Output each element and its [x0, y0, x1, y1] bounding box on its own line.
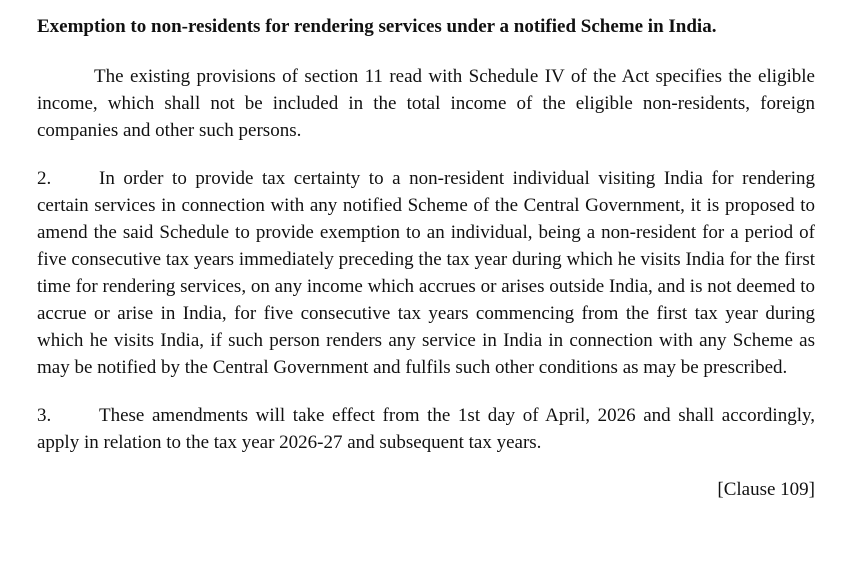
paragraph-3: [37, 402, 815, 456]
section-heading: Exemption to non-residents for rendering services under a notified Scheme in India.: [37, 16, 717, 37]
paragraph-2: [37, 165, 815, 381]
paragraph-3-number: 3.: [37, 405, 52, 426]
intro-paragraph: The existing provisions of section 11 read with Schedule IV of the Act specifies the eligible income, which shall not be included in the total income of the eligible non-residents, foreign companies and other such persons.: [37, 66, 815, 141]
document-page: [37, 14, 815, 503]
paragraph-3-text: These amendments will take effect from the 1st day of April, 2026 and shall accordingly, apply in relation to the tax year 2026-27 and subsequent tax years.: [37, 405, 815, 453]
paragraph-2-text: In order to provide tax certainty to a non-resident individual visiting India for rendering certain services in connection with any notified Scheme of the Central Government, it is proposed to amend the said Schedule to provide exemption to an individual, being a non-resident for a period of five consecutive tax years immediately preceding the tax year during which he visits India for the first time for rendering services, on any income which accrues or arises outside India, and is not deemed to accrue or arise in India, for five consecutive tax years commencing from the first tax year during which he visits India, if such person renders any service in India in connection with any Scheme as may be notified by the Central Government and fulfils such other conditions as may be prescribed.: [37, 168, 815, 378]
clause-reference: [Clause 109]: [717, 479, 815, 500]
paragraph-2-number: 2.: [37, 168, 52, 189]
